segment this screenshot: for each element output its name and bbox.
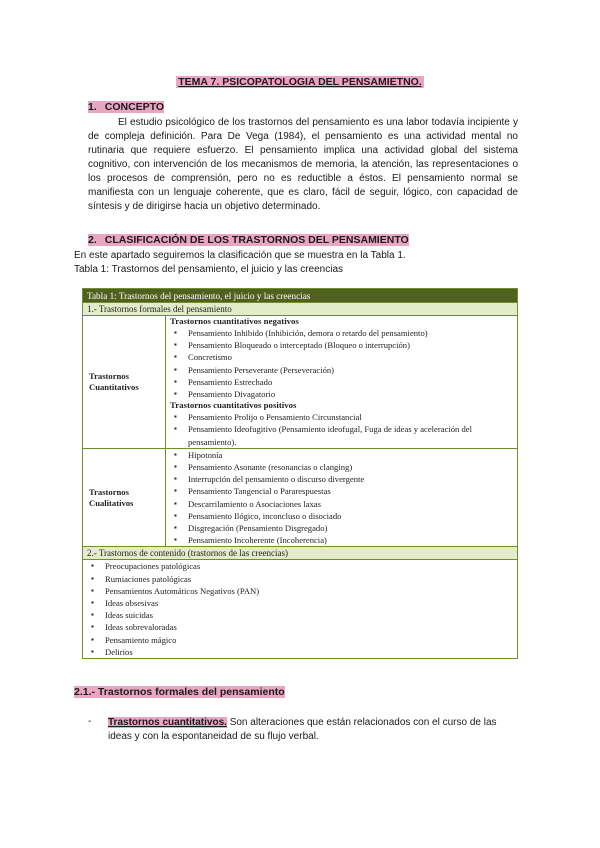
list-item: ▪ Pensamiento Asonante (resonancias o clanging) [170, 461, 513, 473]
list-item: ▪ Pensamiento Ilógico, inconcluso o disociado [170, 510, 513, 522]
content-row [83, 560, 518, 659]
list-item: ▪ Pensamiento Prolijo o Pensamiento Circunstancial [170, 411, 513, 423]
term-description: Son alteraciones que están relacionados con el curso de las ideas y con la espontaneidad de su flujo verbal. [108, 717, 497, 742]
section-2-intro: En este apartado seguiremos la clasificación que se muestra en la Tabla 1. [74, 250, 406, 261]
cuantitativos-cell [166, 316, 518, 449]
table-caption: Tabla 1: Trastornos del pensamiento, el juicio y las creencias [74, 264, 344, 275]
section-1-text: El estudio psicológico de los trastornos del pensamiento es una labor todavía incipiente y de compleja definición. Para De Vega (1984), el pensamiento es una actividad mental no rutinaria que requiere esfuerzo. El pensamiento implica una actividad global del sistema cognitivo, con intervención de los mecanismos de memoria, la atención, las representaciones o los procesos de comprensión, pero no es reductible a éstos. El pensamiento normal se manifiesta con un lenguaje coherente, que es claro, fácil de seguir, lógico, con capacidad de síntesis y de dirigirse hacia un objetivo determinado. [88, 117, 518, 212]
negative-list [170, 327, 513, 400]
cualitativos-cell [166, 448, 518, 547]
list-item: ▪ Interrupción del pensamiento o discurso divergente [170, 473, 513, 485]
table-title-row [83, 289, 518, 303]
section-2-number: 2. [88, 234, 97, 246]
content-header: 2.- Trastornos de contenido (trastornos de las creencias) [83, 547, 518, 560]
formal-header: 1.- Trastornos formales del pensamiento [83, 303, 518, 316]
list-item: ▪ Pensamiento Tangencial o Pararespuestas [170, 485, 513, 497]
positive-list [170, 411, 513, 448]
content-list [87, 560, 513, 658]
list-item: ▪ Ideas sobrevaloradas [87, 621, 513, 633]
section-1-title: CONCEPTO [104, 101, 165, 113]
list-item: ▪ Pensamiento Incoherente (Incoherencia) [170, 534, 513, 546]
section-1-heading [88, 101, 164, 113]
list-item: ▪ Ideas obsesivas [87, 597, 513, 609]
list-item: ▪ Rumiaciones patológicas [87, 573, 513, 585]
disorders-table [82, 288, 518, 659]
document-title: TEMA 7. PSICOPATOLOGIA DEL PENSAMIETNO. [178, 76, 422, 88]
list-item: ▪ Descarrilamiento o Asociaciones laxas [170, 498, 513, 510]
list-item: ▪ Pensamiento mágico [87, 634, 513, 646]
list-item: ▪ Pensamiento Estrechado [170, 376, 513, 388]
table-title: Tabla 1: Trastornos del pensamiento, el juicio y las creencias [83, 289, 518, 303]
qualitative-list [170, 449, 513, 547]
cuantitativos-row [83, 316, 518, 449]
dash-bullet: - [88, 716, 92, 727]
list-item: ▪ Hipotonía [170, 449, 513, 461]
term-label: Trastornos cuantitativos. [108, 717, 227, 728]
formal-header-row [83, 303, 518, 316]
positive-heading: Trastornos cuantitativos positivos [170, 400, 297, 411]
list-item: ▪ Disgregación (Pensamiento Disgregado) [170, 522, 513, 534]
content-cell [83, 560, 518, 659]
cualitativos-row [83, 448, 518, 547]
list-item: ▪ Delirios [87, 646, 513, 658]
cualitativos-label: Trastornos Cualitativos [83, 448, 166, 547]
list-item: ▪ Pensamiento Ideofugitivo (Pensamiento ideofugal, Fuga de ideas y aceleración del pensamiento). [170, 423, 513, 447]
section-2-1-heading [74, 686, 285, 698]
section-2-heading [88, 234, 409, 246]
cuantitativos-label: Trastornos Cuantitativos [83, 316, 166, 449]
section-1-paragraph [88, 116, 518, 214]
list-item: ▪ Pensamiento Inhibido (Inhibición, demora o retardo del pensamiento) [170, 327, 513, 339]
list-item: ▪ Concretismo [170, 351, 513, 363]
negative-heading: Trastornos cuantitativos negativos [170, 316, 299, 326]
list-item: ▪ Pensamiento Perseverante (Perseveración) [170, 364, 513, 376]
content-header-row [83, 547, 518, 560]
title-block [0, 72, 600, 90]
section-2-1-title: 2.1.- Trastornos formales del pensamiento [74, 686, 285, 698]
section-2-1-paragraph [108, 716, 520, 744]
list-item: ▪ Pensamientos Automáticos Negativos (PAN) [87, 585, 513, 597]
list-item: ▪ Ideas suicidas [87, 609, 513, 621]
section-2-title: CLASIFICACIÓN DE LOS TRASTORNOS DEL PENSAMIENTO [104, 234, 409, 246]
list-item: ▪ Pensamiento Divagatorio [170, 388, 513, 400]
list-item: ▪ Preocupaciones patológicas [87, 560, 513, 572]
section-1-number: 1. [88, 101, 97, 113]
list-item: ▪ Pensamiento Bloqueado o interceptado (Bloqueo o interrupción) [170, 339, 513, 351]
